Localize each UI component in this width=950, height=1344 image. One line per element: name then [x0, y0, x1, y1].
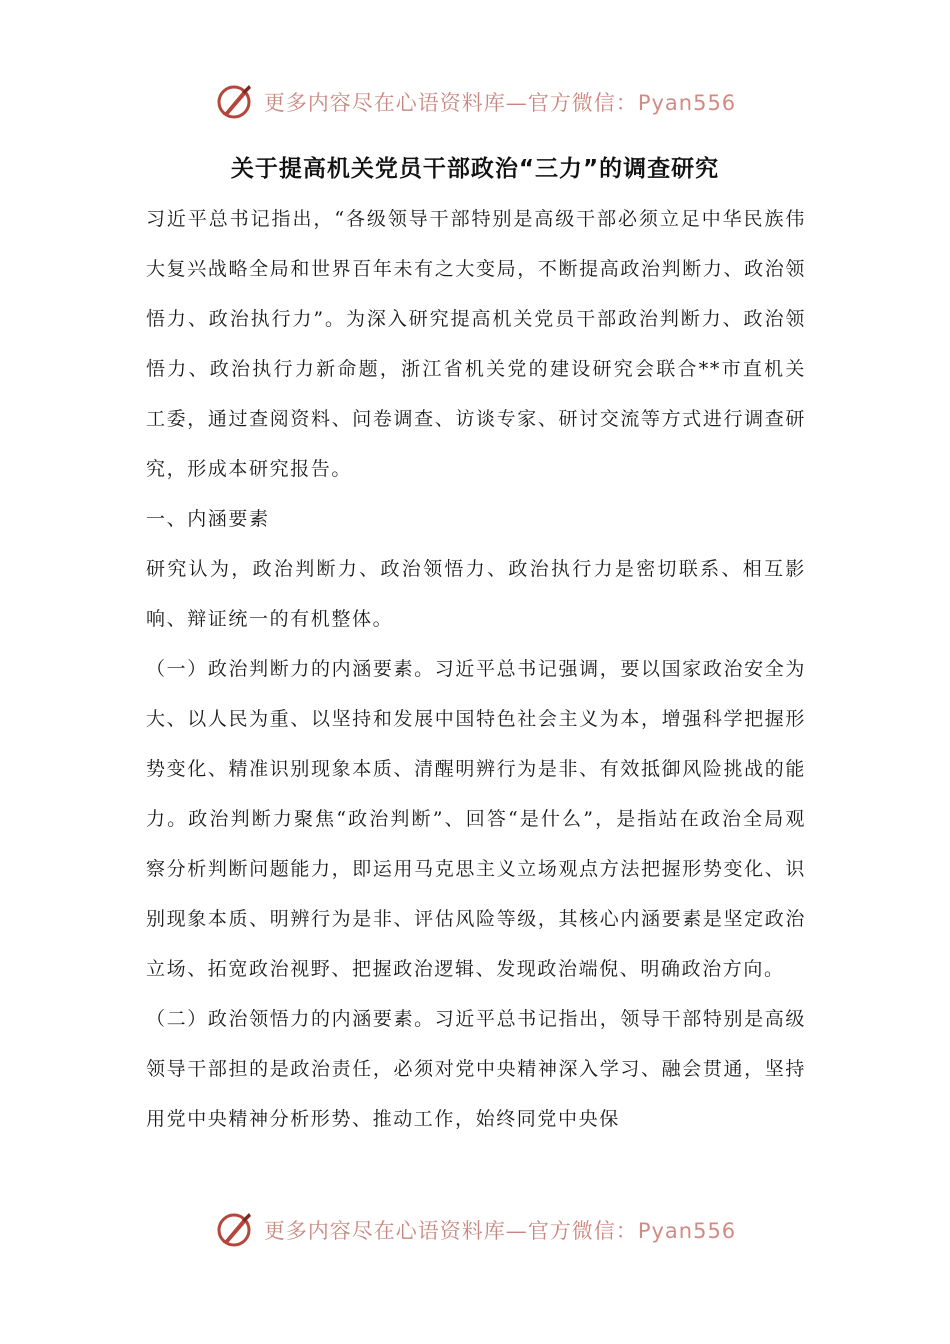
quill-pen-logo-icon [214, 82, 254, 122]
section-heading: 一、内涵要素 [146, 508, 270, 530]
watermark-banner-bottom [0, 1208, 950, 1252]
watermark-text: 更多内容尽在心语资料库—官方微信：Pyan556 [263, 1219, 737, 1243]
paragraph-comprehension: （二）政治领悟力的内涵要素。习近平总书记指出，领导干部特别是高级领导干部担的是政治责任，必须对党中央精神深入学习、融会贯通，坚持用党中央精神分析形势、推动工作，始终同党中央保 [146, 1008, 806, 1130]
paragraph-summary: 研究认为，政治判断力、政治领悟力、政治执行力是密切联系、相互影响、辩证统一的有机整体。 [146, 558, 806, 630]
watermark-text: 更多内容尽在心语资料库—官方微信：Pyan556 [263, 91, 737, 115]
paragraph-intro: 习近平总书记指出，“各级领导干部特别是高级干部必须立足中华民族伟大复兴战略全局和世界百年未有之大变局，不断提高政治判断力、政治领悟力、政治执行力”。为深入研究提高机关党员干部政治判断力、政治领悟力、政治执行力新命题，浙江省机关党的建设研究会联合**市直机关工委，通过查阅资料、问卷调查、访谈专家、研讨交流等方式进行调查研究，形成本研究报告。 [146, 208, 806, 480]
quill-pen-logo-icon [214, 1210, 254, 1250]
document-body [146, 194, 806, 1144]
paragraph-judgment: （一）政治判断力的内涵要素。习近平总书记强调，要以国家政治安全为大、以人民为重、以坚持和发展中国特色社会主义为本，增强科学把握形势变化、精准识别现象本质、清醒明辨行为是非、有效抵御风险挑战的能力。政治判断力聚焦“政治判断”、回答“是什么”，是指站在政治全局观察分析判断问题能力，即运用马克思主义立场观点方法把握形势变化、识别现象本质、明辨行为是非、评估风险等级，其核心内涵要素是坚定政治立场、拓宽政治视野、把握政治逻辑、发现政治端倪、明确政治方向。 [146, 658, 806, 980]
watermark-banner-top [0, 80, 950, 124]
document-title: 关于提高机关党员干部政治“三力”的调查研究 [230, 156, 720, 182]
